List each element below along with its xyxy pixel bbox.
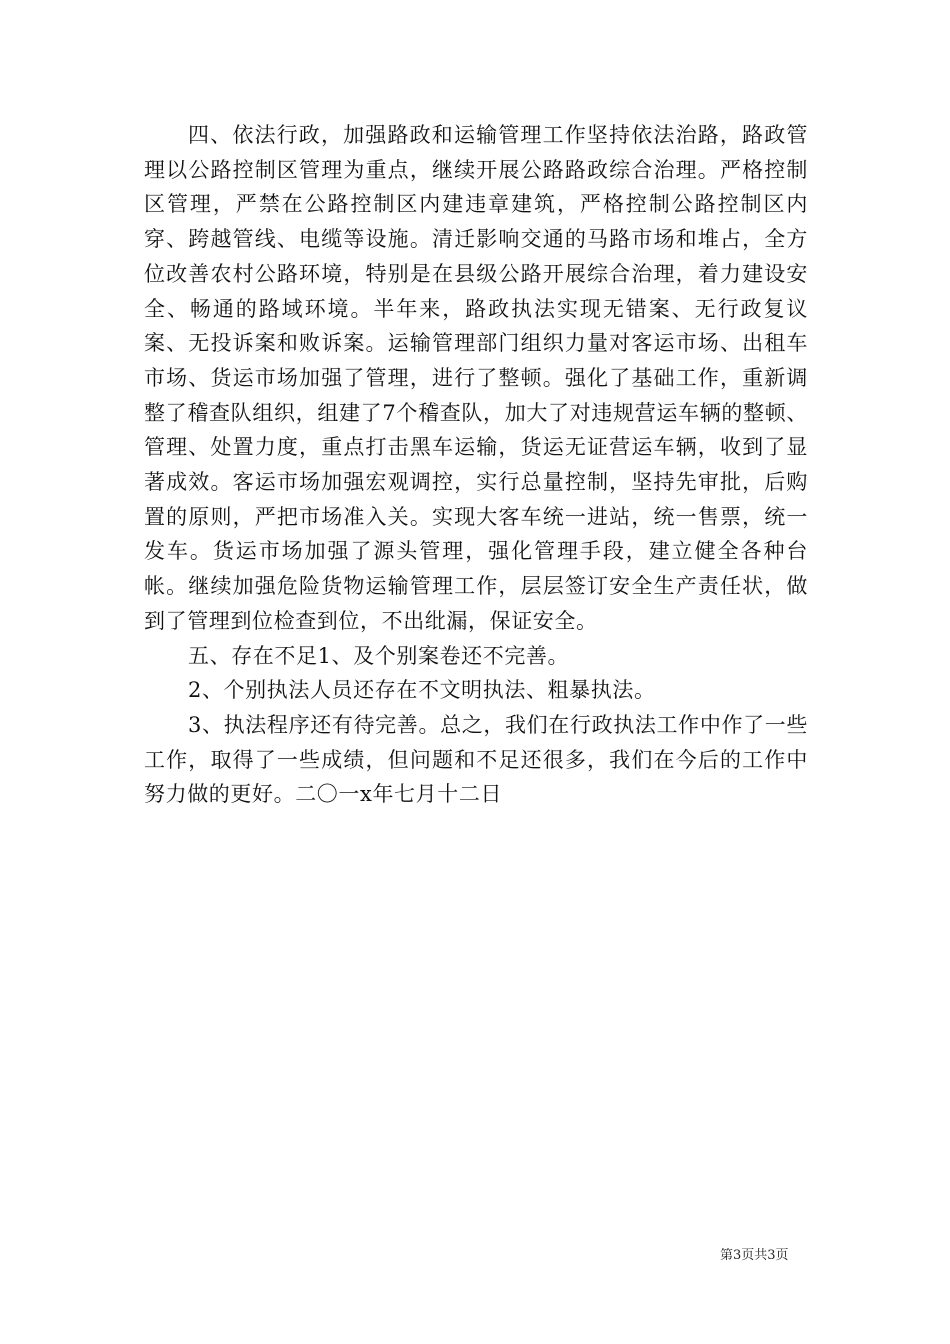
document-body [144, 118, 808, 812]
paragraph-administration: 四、依法行政，加强路政和运输管理工作坚持依法治路，路政管理以公路控制区管理为重点，继续开展公路路政综合治理。严格控制区管理，严禁在公路控制区内建违章建筑，严格控制公路控制区内穿、跨越管线、电缆等设施。清迁影响交通的马路市场和堆占，全方位改善农村公路环境，特别是在县级公路开展综合治理，着力建设安全、畅通的路域环境。半年来，路政执法实现无错案、无行政复议案、无投诉案和败诉案。运输管理部门组织力量对客运市场、出租车市场、货运市场加强了管理，进行了整顿。强化了基础工作，重新调整了稽查队组织，组建了7个稽查队，加大了对违规营运车辆的整顿、管理、处置力度，重点打击黑车运输，货运无证营运车辆，收到了显著成效。客运市场加强宏观调控，实行总量控制，坚持先审批，后购置的原则，严把市场准入关。实现大客车统一进站，统一售票，统一发车。货运市场加强了源头管理，强化管理手段，建立健全各种台帐。继续加强危险货物运输管理工作，层层签订安全生产责任状，做到了管理到位检查到位，不出纰漏，保证安全。 [144, 123, 808, 633]
paragraph-shortcomings: 五、存在不足1、及个别案卷还不完善。 [188, 643, 570, 668]
page-number-footer: 第3页共3页 [720, 1248, 789, 1263]
paragraph-point-3-conclusion: 3、执法程序还有待完善。总之，我们在行政执法工作中作了一些工作，取得了一些成绩，但问题和不足还很多，我们在今后的工作中努力做的更好。二〇一x年七月十二日 [144, 712, 808, 807]
paragraph-point-2: 2、个别执法人员还存在不文明执法、粗暴执法。 [188, 678, 656, 703]
